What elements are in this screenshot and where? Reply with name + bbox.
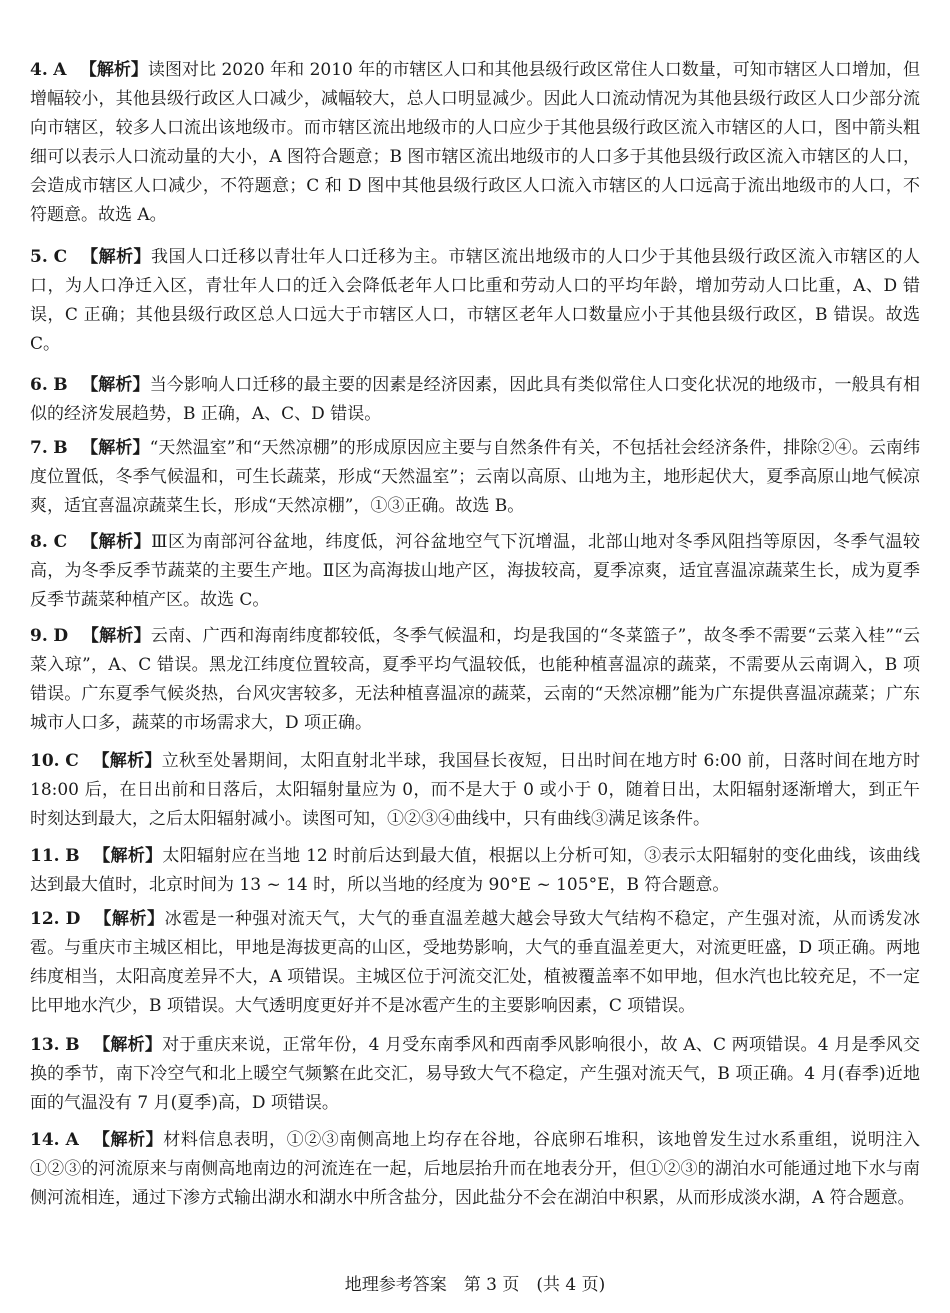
analysis-tag: 【解析】 [92, 751, 162, 771]
item-answer: A [53, 60, 67, 80]
answer-item-7 [30, 434, 920, 521]
item-number: 9. [30, 626, 48, 646]
item-answer: D [65, 909, 81, 929]
item-number: 14. [30, 1130, 60, 1150]
answer-item-14 [30, 1126, 920, 1213]
item-number: 4. [30, 60, 48, 80]
item-answer: B [65, 1035, 80, 1055]
analysis-text: 冰雹是一种强对流天气，大气的垂直温差越大越会导致大气结构不稳定，产生强对流，从而诱发冰雹。与重庆市主城区相比，甲地是海拔更高的山区，受地势影响，大气的垂直温差更大，对流更旺盛，D 项正确。两地纬度相当，太阳高度差异不大，A 项错误。主城区位于河流交汇处，植被覆盖率不如甲地，但水汽也比较充足，不一定比甲地水汽少，B 项错误。大气透明度更好并不是冰雹产生的主要影响因素，C 项错误。 [30, 909, 920, 1016]
analysis-tag: 【解析】 [81, 626, 151, 646]
analysis-tag: 【解析】 [94, 909, 165, 929]
item-answer: B [53, 375, 68, 395]
analysis-text: 立秋至处暑期间，太阳直射北半球，我国昼长夜短，日出时间在地方时 6:00 前，日落时间在地方时 18:00 后，在日出前和日落后，太阳辐射量应为 0，而不是大于 0 或小于 0，随着日出，太阳辐射逐渐增大，到正午时刻达到最大，之后太阳辐射减小。读图可知，①②③④曲线中，只有曲线③满足该条件。 [30, 751, 921, 829]
item-number: 12. [30, 909, 60, 929]
item-answer: D [53, 626, 69, 646]
answer-item-11 [30, 842, 920, 900]
item-number: 6. [30, 375, 48, 395]
analysis-tag: 【解析】 [81, 247, 152, 267]
item-answer: B [65, 846, 80, 866]
answer-item-8 [30, 528, 920, 615]
answer-item-6 [30, 371, 920, 429]
analysis-text: 云南、广西和海南纬度都较低，冬季气候温和，均是我国的“冬菜篮子”，故冬季不需要“云菜入桂”“云菜入琼”，A、C 错误。黑龙江纬度位置较高，夏季平均气温较低，也能种植喜温凉的蔬菜，不需要从云南调入，B 项错误。广东夏季气候炎热，台风灾害较多，无法种植喜温凉的蔬菜，云南的“天然凉棚”能为广东提供喜温凉蔬菜；广东城市人口多，蔬菜的市场需求大，D 项正确。 [30, 626, 921, 733]
analysis-tag: 【解析】 [81, 375, 150, 395]
analysis-text: Ⅲ区为南部河谷盆地，纬度低，河谷盆地空气下沉增温，北部山地对冬季风阻挡等原因，冬季气温较高，为冬季反季节蔬菜的主要生产地。Ⅱ区为高海拔山地产区，海拔较高，夏季凉爽，适宜喜温凉蔬菜生长，成为夏季反季节蔬菜种植产区。故选 C。 [30, 532, 920, 610]
item-answer: C [53, 247, 68, 267]
page-footer: 地理参考答案 第 3 页 (共 4 页) [344, 1275, 606, 1295]
answer-item-12 [30, 905, 920, 1021]
analysis-text: 读图对比 2020 年和 2010 年的市辖区人口和其他县级行政区常住人口数量，可知市辖区人口增加，但增幅较小，其他县级行政区人口减少，减幅较大，总人口明显减少。因此人口流动情况为其他县级行政区人口少部分流向市辖区，较多人口流出该地级市。而市辖区流出地级市的人口应少于其他县级行政区流入市辖区的人口，图中箭头粗细可以表示人口流动量的大小，A 图符合题意；B 图市辖区流出地级市的人口多于其他县级行政区流入市辖区的人口，会造成市辖区人口减少，不符题意；C 和 D 图中其他县级行政区人口流入市辖区的人口远高于流出地级市的人口，不符题意。故选 A。 [30, 60, 921, 225]
analysis-text: “天然温室”和“天然凉棚”的形成原因应主要与自然条件有关，不包括社会经济条件，排除②④。云南纬度位置低，冬季气候温和，可生长蔬菜，形成“天然温室”；云南以高原、山地为主，地形起伏大，夏季高原山地气候凉爽，适宜喜温凉蔬菜生长，形成“天然凉棚”，①③正确。故选 B。 [30, 438, 921, 516]
analysis-text: 太阳辐射应在当地 12 时前后达到最大值，根据以上分析可知，③表示太阳辐射的变化曲线，该曲线达到最大值时，北京时间为 13 ~ 14 时，所以当地的经度为 90°E ~ 105°E，B 符合题意。 [30, 846, 921, 895]
analysis-text: 材料信息表明，①②③南侧高地上均存在谷地，谷底卵石堆积，该地曾发生过水系重组，说明注入①②③的河流原来与南侧高地南边的河流连在一起，后地层抬升而在地表分开，但①②③的湖泊水可能通过地下水与南侧河流相连，通过下渗方式输出湖水和湖水中所含盐分，因此盐分不会在湖泊中积累，从而形成淡水湖，A 符合题意。 [30, 1130, 921, 1208]
analysis-tag: 【解析】 [93, 1035, 163, 1055]
item-number: 5. [30, 247, 48, 267]
analysis-tag: 【解析】 [79, 60, 148, 80]
item-answer: A [65, 1130, 79, 1150]
analysis-text: 对于重庆来说，正常年份，4 月受东南季风和西南季风影响很小，故 A、C 两项错误。4 月是季风交换的季节，南下冷空气和北上暖空气频繁在此交汇，易导致大气不稳定，产生强对流天气，B 项正确。4 月(春季)近地面的气温没有 7 月(夏季)高，D 项错误。 [30, 1035, 921, 1113]
item-answer: C [53, 532, 68, 552]
analysis-tag: 【解析】 [81, 532, 152, 552]
analysis-tag: 【解析】 [93, 846, 163, 866]
answer-item-13 [30, 1031, 920, 1118]
analysis-tag: 【解析】 [92, 1130, 164, 1150]
item-number: 10. [30, 751, 60, 771]
analysis-tag: 【解析】 [81, 438, 150, 458]
answer-item-4 [30, 56, 920, 230]
item-number: 8. [30, 532, 48, 552]
analysis-text: 当今影响人口迁移的最主要的因素是经济因素，因此具有类似常住人口变化状况的地级市，一般具有相似的经济发展趋势，B 正确，A、C、D 错误。 [30, 375, 921, 424]
answer-item-10 [30, 747, 920, 834]
item-number: 13. [30, 1035, 60, 1055]
item-answer: B [53, 438, 68, 458]
answer-item-5 [30, 243, 920, 359]
analysis-text: 我国人口迁移以青壮年人口迁移为主。市辖区流出地级市的人口少于其他县级行政区流入市辖区的人口，为人口净迁入区，青壮年人口的迁入会降低老年人口比重和劳动人口的平均年龄，增加劳动人口比重，A、D 错误，C 正确；其他县级行政区总人口远大于市辖区人口，市辖区老年人口数量应小于其他县级行政区，B 错误。故选 C。 [30, 247, 921, 354]
item-answer: C [65, 751, 79, 771]
answer-item-9 [30, 622, 920, 738]
item-number: 11. [30, 846, 60, 866]
item-number: 7. [30, 438, 48, 458]
